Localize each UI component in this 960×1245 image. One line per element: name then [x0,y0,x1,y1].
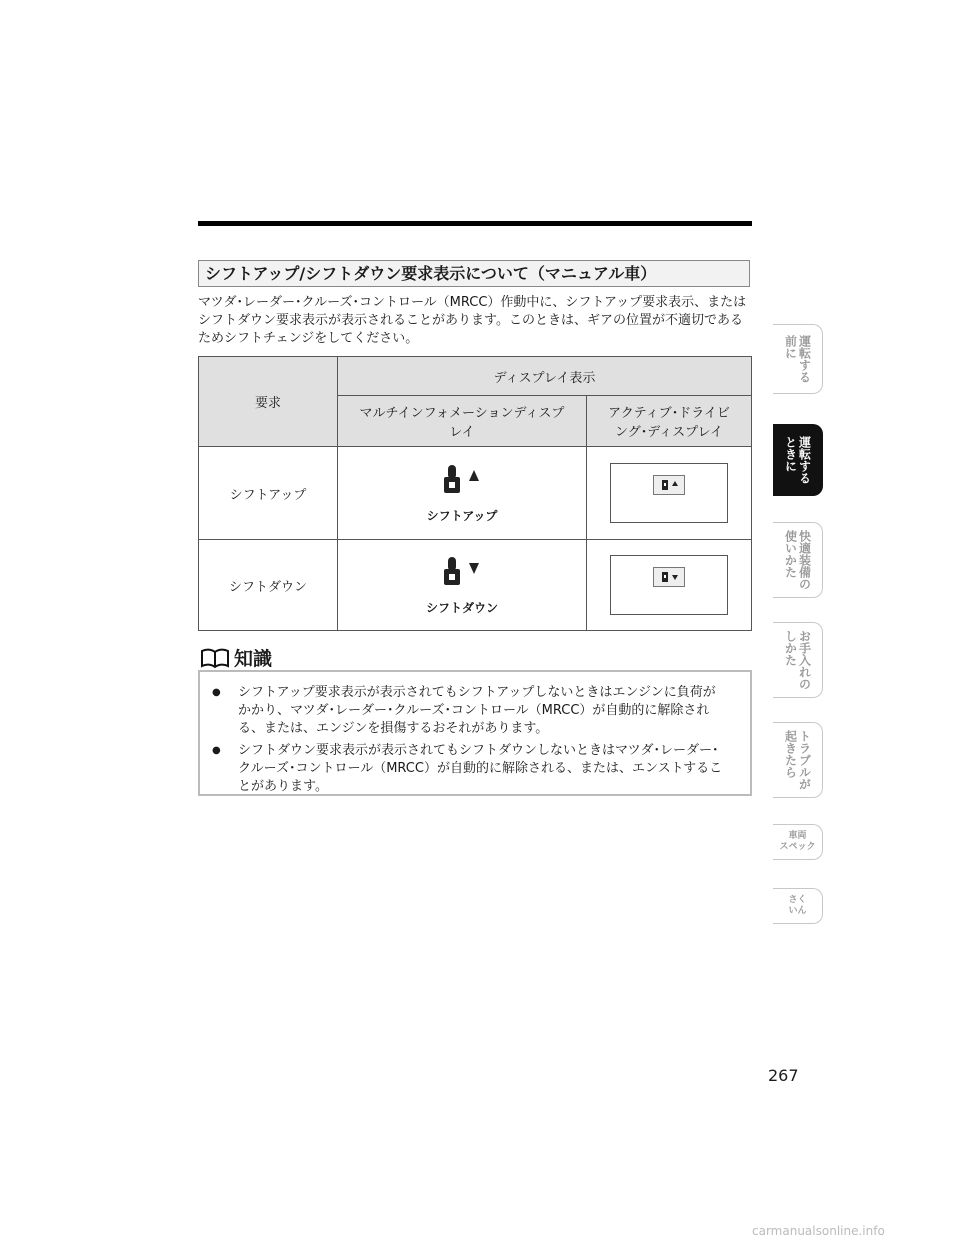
multi-info-shift-up [338,447,587,540]
intro-paragraph: マツダ･レーダー･クルーズ･コントロール（MRCC）作動中に、シフトアップ要求表示、またはシフトダウン要求表示が表示されることがあります。このときは、ギアの位置が不適切であるためシフトチェンジをしてください。 [198,295,747,346]
page-number: 267 [768,1066,799,1085]
shift-indicator-icon [653,567,685,587]
book-icon [200,647,230,669]
knowledge-title-text: 知識 [234,648,273,670]
tab-specifications[interactable]: 車両 スペック [773,824,823,860]
list-item: ● シフトアップ要求表示が表示されてもシフトアップしないときはエンジンに負荷がかかり、マツダ･レーダー･クルーズ･コントロール（MRCC）が自動的に解除される、または、エンジンを損傷するおそれがあります。 [238,684,728,738]
request-table [198,356,752,631]
shift-indicator-icon [653,475,685,495]
shift-lever-icon [437,555,487,589]
tab-troubleshooting[interactable]: トラブルが 起きたら [773,722,823,798]
section-heading: シフトアップ/シフトダウン要求表示について（マニュアル車） [198,260,750,287]
active-display-shift-up [587,447,752,540]
shift-up-caption: シフトアップ [426,508,498,523]
knowledge-title [200,644,272,671]
active-display-shift-down [587,540,752,631]
header-display: ディスプレイ表示 [338,357,752,396]
header-request: 要求 [199,357,338,447]
display-frame [610,463,728,523]
tab-comfort-features[interactable]: 快適装備の 使いかた [773,522,823,598]
display-frame [610,555,728,615]
shift-lever-icon [437,463,487,497]
top-rule [198,221,752,226]
watermark: carmanualsonline.info [752,1224,885,1238]
table-row [199,540,752,631]
tab-before-driving[interactable]: 運転する 前に [773,324,823,394]
list-item: ● シフトダウン要求表示が表示されてもシフトダウンしないときはマツダ･レーダー･クルーズ･コントロール（MRCC）が自動的に解除される、または、エンストすることがあります。 [238,742,728,796]
request-shift-down: シフトダウン [199,540,338,631]
request-shift-up: シフトアップ [199,447,338,540]
header-multi-info: マルチインフォメーションディスプレイ [338,396,587,447]
tab-maintenance[interactable]: お手入れの しかた [773,622,823,698]
header-active-display: アクティブ･ドライビング･ディスプレイ [587,396,752,447]
table-row [199,447,752,540]
knowledge-box [198,670,752,796]
tab-when-driving[interactable]: 運転する ときに [773,424,823,496]
multi-info-shift-down [338,540,587,631]
shift-down-caption: シフトダウン [425,600,498,615]
tab-index[interactable]: さく いん [773,888,823,924]
